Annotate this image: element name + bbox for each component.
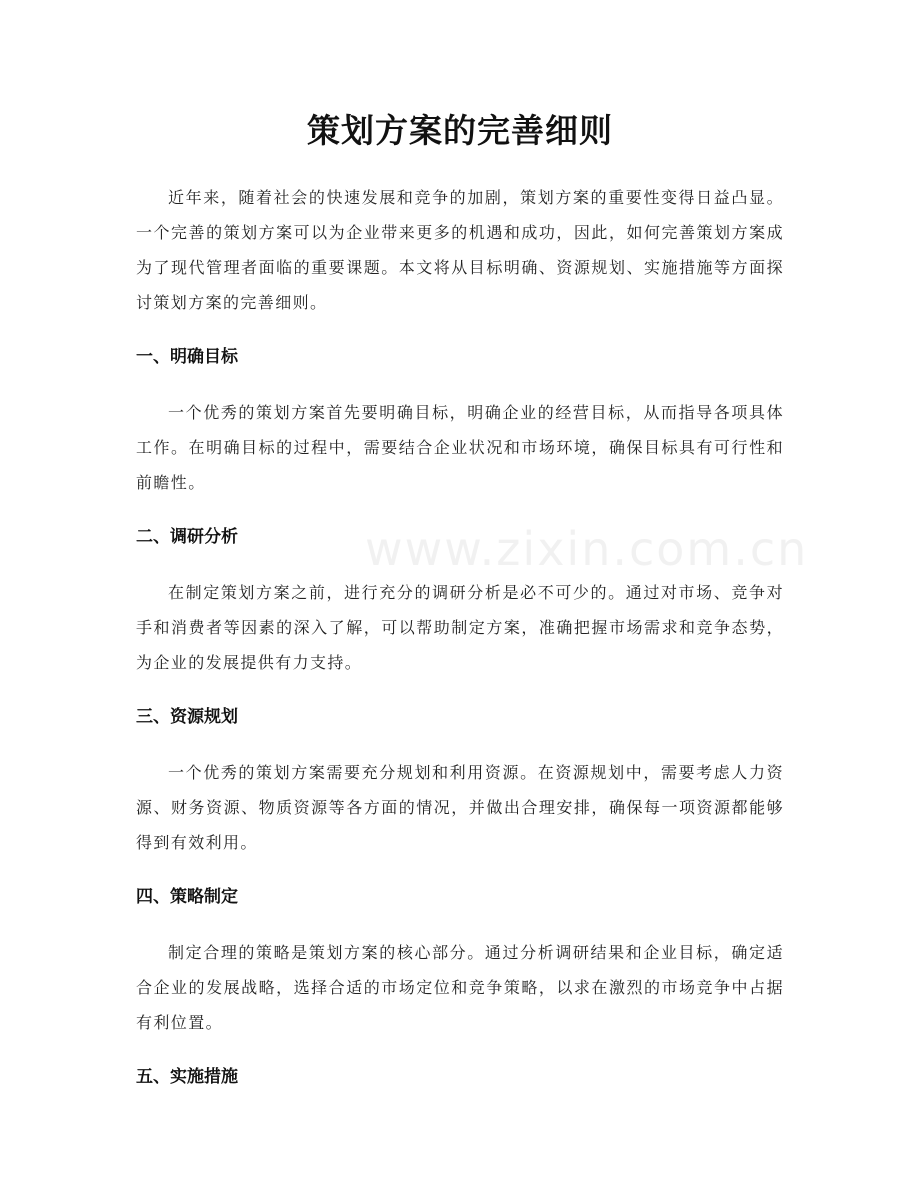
section-heading-implementation: 五、实施措施 <box>136 1067 238 1087</box>
section-paragraph-resources: 一个优秀的策划方案需要充分规划和利用资源。在资源规划中，需要考虑人力资源、财务资源、物质资源等各方面的情况，并做出合理安排，确保每一项资源都能够得到有效利用。 <box>136 763 784 852</box>
section-paragraph-goal: 一个优秀的策划方案首先要明确目标，明确企业的经营目标，从而指导各项具体工作。在明确目标的过程中，需要结合企业状况和市场环境，确保目标具有可行性和前瞻性。 <box>136 403 784 492</box>
section-heading-strategy: 四、策略制定 <box>136 887 238 907</box>
watermark: www.zixin.com.cn <box>365 522 809 576</box>
section-paragraph-research: 在制定策划方案之前，进行充分的调研分析是必不可少的。通过对市场、竞争对手和消费者等因素的深入了解，可以帮助制定方案，准确把握市场需求和竞争态势，为企业的发展提供有力支持。 <box>136 583 784 672</box>
document-body <box>136 180 784 1115</box>
section-heading-research: 二、调研分析 <box>136 527 238 547</box>
section-heading-goal: 一、明确目标 <box>136 347 238 367</box>
section-paragraph-strategy: 制定合理的策略是策划方案的核心部分。通过分析调研结果和企业目标，确定适合企业的发展战略，选择合适的市场定位和竞争策略，以求在激烈的市场竞争中占据有利位置。 <box>136 943 784 1032</box>
intro-paragraph: 近年来，随着社会的快速发展和竞争的加剧，策划方案的重要性变得日益凸显。一个完善的策划方案可以为企业带来更多的机遇和成功，因此，如何完善策划方案成为了现代管理者面临的重要课题。本文将从目标明确、资源规划、实施措施等方面探讨策划方案的完善细则。 <box>136 188 784 312</box>
document-title: 策划方案的完善细则 <box>307 111 613 150</box>
section-heading-resources: 三、资源规划 <box>136 707 238 727</box>
